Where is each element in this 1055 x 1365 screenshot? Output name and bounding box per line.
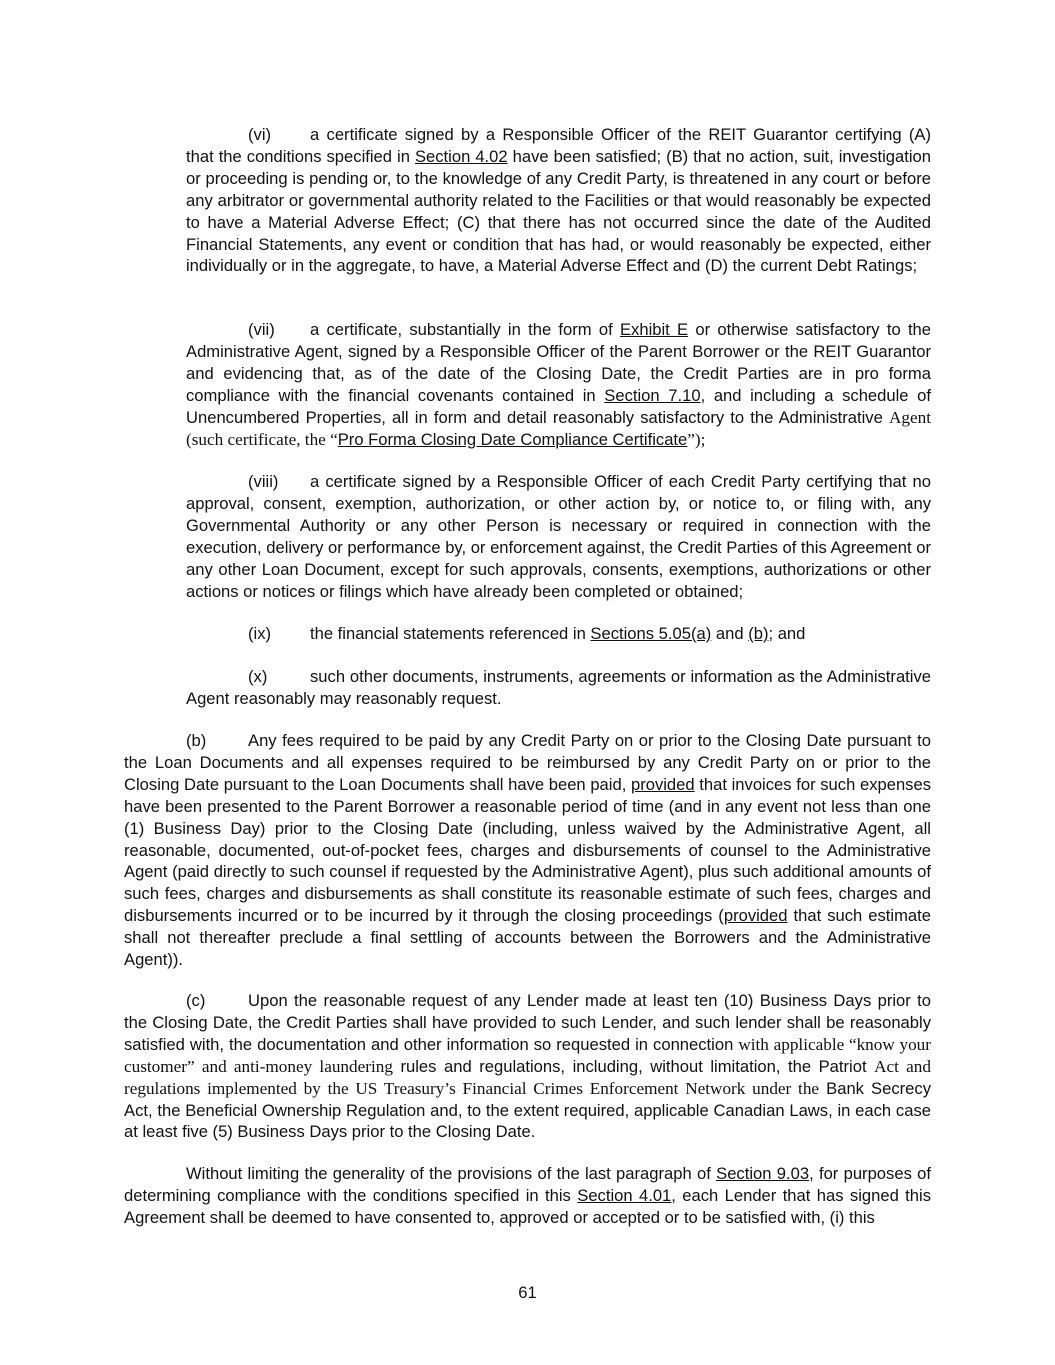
clause-c-text-2: with applicable “know your customer” and anti-money laundering — [124, 1034, 931, 1076]
clause-vii-text-5: ”); — [687, 429, 706, 449]
clause-viii — [186, 471, 931, 602]
clause-vii-text-1: a certificate, substantially in the form of — [310, 320, 620, 339]
clause-vii-text-3: , and including a schedule of Unencumbered Properties, all in form and detail reasonably satisfactory to the Administrative — [186, 385, 931, 427]
clause-b-text-2: that invoices for such expenses have been presented to the Parent Borrower a reasonable period of time (and in any event not less than one (1) Business Day) prior to the Closing Date (including, unless waived by the Administrative Agent, all reasonable, documented, out-of-pocket fees, charges and disbursements of counsel to the Administrative Agent (paid directly to such counsel if requested by the Administrative Agent), plus such additional amounts of such fees, charges and disbursements as shall constitute its reasonable estimate of such fees, charges and disbursements incurred or to be incurred by it through the closing proceedings ( — [124, 774, 931, 926]
clause-c-text-4: Act and regulations implemented by the US Treasury’s Financial Crimes Enforcement Network under the — [124, 1056, 931, 1098]
section-b-reference: (b) — [748, 624, 769, 643]
clause-x-label: (x) — [248, 667, 268, 686]
clause-b-text-3: that such estimate shall not thereafter preclude a final settling of accounts between the Borrowers and the Administrative Agent)). — [124, 906, 931, 970]
clause-ix-label: (ix) — [248, 624, 272, 643]
sections-5-05a-reference: Sections 5.05(a) — [590, 624, 712, 643]
page-number: 61 — [518, 1283, 537, 1302]
clause-c-label: (c) — [186, 991, 206, 1010]
clause-vi-text-2: have been satisfied; (B) that no action, suit, investigation or proceeding is pending or, to the knowledge of any Credit Party, is threatened in any court or before any arbitrator or governmental authority related to the Facilities or that would reasonably be expected to have a Material Adverse Effect; (C) that there has not occurred since the date of the Audited Financial Statements, any event or condition that has had, or would reasonably be expected, either individually or in the aggregate, to have, a Material Adverse Effect and (D) the current Debt Ratings; — [186, 146, 931, 276]
clause-ix — [186, 623, 931, 645]
clause-x-text: such other documents, instruments, agreements or information as the Administrative Agent reasonably may reasonably request. — [186, 667, 931, 708]
pro-forma-certificate-defined-term: Pro Forma Closing Date Compliance Certificate — [337, 429, 688, 449]
exhibit-e-reference: Exhibit E — [619, 320, 689, 339]
closing-paragraph-text-1: Without limiting the generality of the provisions of the last paragraph of — [186, 1164, 717, 1183]
clause-ix-text-3: ; and — [768, 624, 806, 643]
clause-viii-text: a certificate signed by a Responsible Officer of each Credit Party certifying that no approval, consent, exemption, authorization, or other action by, or notice to, or filing with, any Governmental Authority or any other Person is necessary or required in connection with the execution, delivery or performance by, or enforcement against, the Credit Parties of this Agreement or any other Loan Document, except for such approvals, consents, exemptions, authorizations or other actions or notices or filings which have already been completed or obtained; — [186, 472, 931, 601]
closing-paragraph — [124, 1163, 931, 1229]
clause-vii-label: (vii) — [248, 320, 275, 339]
closing-paragraph-text-2: , for purposes of determining compliance with the conditions specified in this — [124, 1164, 931, 1205]
clause-vii — [186, 319, 931, 450]
section-4-01-reference: Section 4.01 — [577, 1185, 672, 1205]
section-4-02-reference: Section 4.02 — [414, 146, 508, 166]
clause-viii-label: (viii) — [248, 472, 279, 491]
clause-c — [124, 990, 931, 1143]
clause-ix-text-2: and — [711, 624, 749, 643]
clause-b — [124, 730, 931, 971]
provided-term-2: provided — [723, 906, 788, 926]
clause-c-text-3: rules and regulations, including, without limitation, the Patriot — [392, 1056, 875, 1076]
section-7-10-reference: Section 7.10 — [604, 385, 701, 405]
clause-b-label: (b) — [186, 731, 207, 750]
clause-vii-text-2: or otherwise satisfactory to the Administrative Agent, signed by a Responsible Officer of the Parent Borrower or the REIT Guarantor and evidencing that, as of the date of the Closing Date, the Credit Parties are in pro forma compliance with the financial covenants contained in — [186, 320, 932, 405]
clause-vi — [186, 124, 931, 277]
clause-vii-text-4: Agent (such certificate, the “ — [186, 407, 931, 449]
clause-vi-label: (vi) — [248, 125, 272, 144]
clause-b-text-1: Any fees required to be paid by any Credit Party on or prior to the Closing Date pursuant to the Loan Documents and all expenses required to be reimbursed by any Credit Party on or prior to the Closing Date pursuant to the Loan Documents shall have been paid, — [124, 731, 931, 794]
clause-vi-text-1: a certificate signed by a Responsible Officer of the REIT Guarantor certifying (A) that the conditions specified in — [186, 125, 931, 166]
section-9-03-reference: Section 9.03 — [716, 1164, 810, 1183]
clause-c-text-1: Upon the reasonable request of any Lender made at least ten (10) Business Days prior to the Closing Date, the Credit Parties shall have provided to such Lender, and such lender shall be reasonably satisfied with, the documentation and other information so requested in connection — [124, 991, 931, 1054]
clause-ix-text-1: the financial statements referenced in — [310, 624, 591, 643]
closing-paragraph-text-3: , each Lender that has signed this Agreement shall be deemed to have consented to, approved or accepted or to be satisfied with, (i) this — [124, 1185, 932, 1227]
provided-term-1: provided — [630, 774, 695, 794]
clause-x — [186, 666, 931, 710]
clause-c-text-5: Bank Secrecy Act, the Beneficial Ownership Regulation and, to the extent required, applicable Canadian Laws, in each case at least five (5) Business Days prior to the Closing Date. — [124, 1078, 932, 1142]
